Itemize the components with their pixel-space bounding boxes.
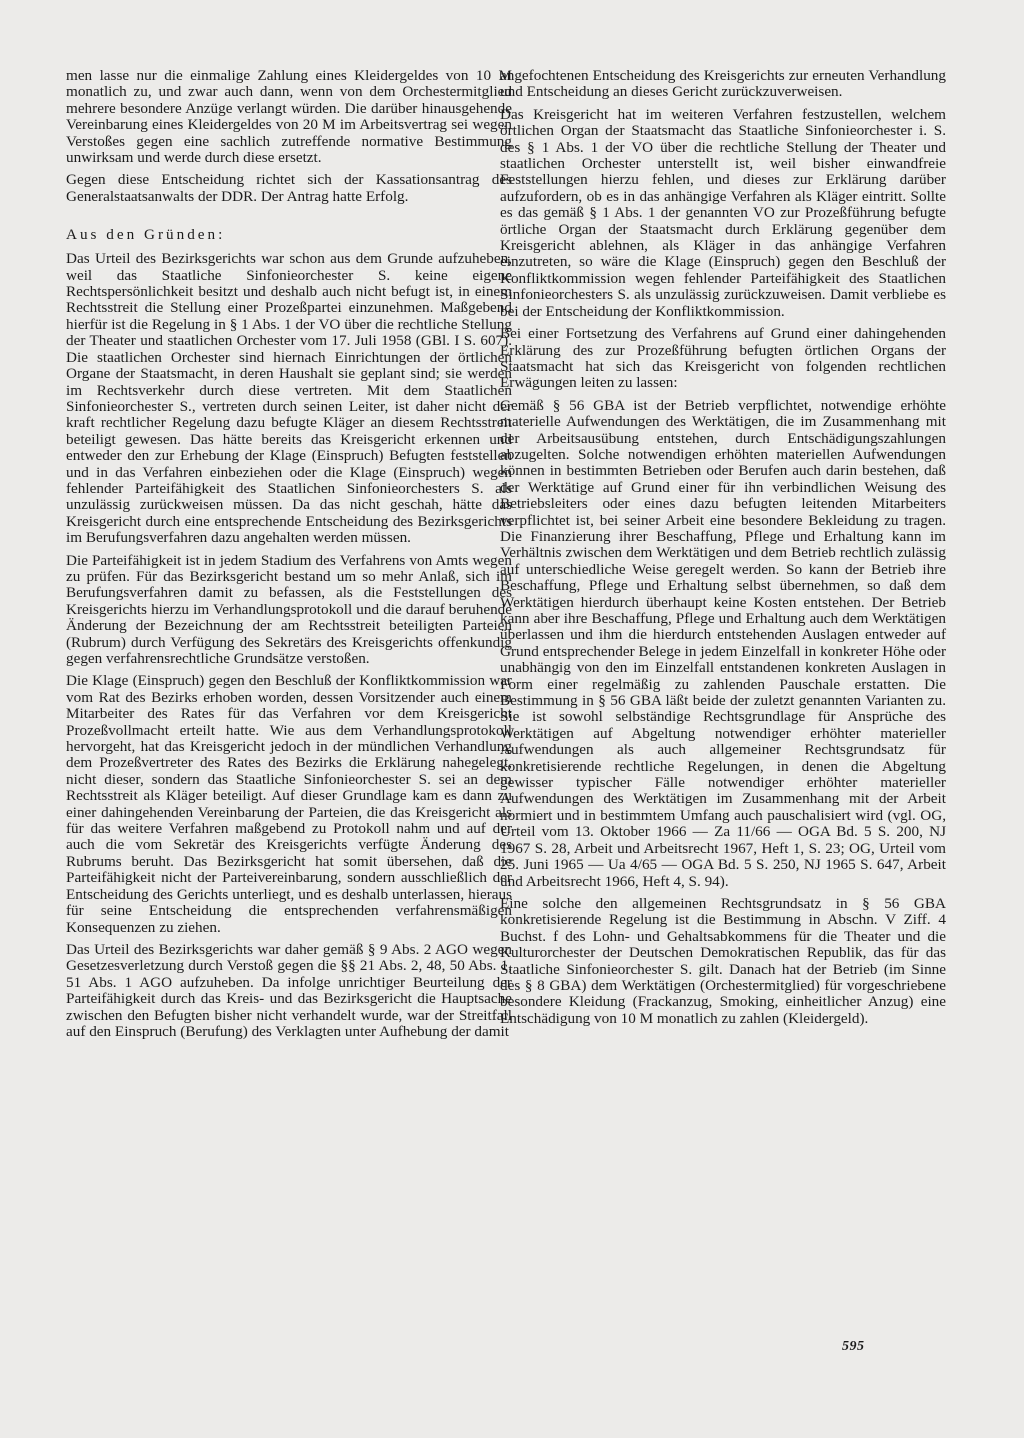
left-column — [66, 68, 512, 1046]
paragraph: Die Klage (Einspruch) gegen den Beschluß der Konfliktkommission war vom Rat des Bezirks erhoben worden, dessen Vorsitzender auch einem Mitarbeiter des Rates für das Verfahren vor dem Kreisgericht Prozeßvollmacht erteilt hatte. Wie aus dem Verhandlungsprotokoll hervorgeht, hat das Kreisgericht jedoch in der mündlichen Verhandlung dem Prozeßvertreter des Rates des Bezirks die Erklärung nahegelegt, nicht dieser, sondern das Staatliche Sinfonieorchester S. sei an dem Rechtsstreit als Kläger beteiligt. Auf dieser Grundlage kam es dann zu einer dahingehenden Vereinbarung der Parteien, die das Kreisgericht als für das weitere Verfahren maßgebend zu Protokoll nahm und auf der auch die vom Sekretär des Kreisgerichts verfügte Änderung des Rubrums beruht. Das Bezirksgericht hat somit übersehen, daß die Parteifähigkeit nicht der Parteivereinbarung, sondern ausschließlich der Entscheidung des Gerichts unterliegt, und es deshalb unterlassen, hieraus für seine Entscheidung die entsprechenden verfahrensmäßigen Konsequenzen zu ziehen. — [66, 672, 512, 936]
section-heading: Aus den Gründen: — [66, 226, 226, 244]
paragraph: Das Urteil des Bezirksgerichts war schon aus dem Grunde aufzuheben, weil das Staatliche Sinfonieorchester S. keine eigene Rechtspersönlichkeit besitzt und deshalb auch nicht befugt ist, in einem Rechtsstreit die Stellung einer Prozeßpartei einzunehmen. Maßgebend hierfür ist die Regelung in § 1 Abs. 1 der VO über die rechtliche Stellung der Theater und staatlichen Orchester vom 17. Juli 1958 (GBl. I S. 607). Die staatlichen Orchester sind hiernach Einrichtungen der örtlichen Organe der Staatsmacht, in deren Haushalt sie geplant sind; sie werden im Rechtsverkehr durch diese vertreten. Mit dem Staatlichen Sinfonieorchester S., vertreten durch seinen Leiter, ist daher nicht der kraft rechtlicher Regelung dazu befugte Kläger an diesem Rechtsstreit beteiligt gewesen. Das hätte bereits das Kreisgericht erkennen und entweder den zur Erhebung der Klage (Einspruch) Befugten feststellen und in das Verfahren einbeziehen oder die Klage (Einspruch) wegen fehlender Parteifähigkeit des Staatlichen Sinfonieorchesters S. als unzulässig zurückweisen müssen. Da das nicht geschah, hätte das Kreisgericht durch eine entsprechende Entscheidung des Bezirksgerichts im Berufungsverfahren dazu angehalten werden müssen. — [66, 250, 512, 547]
paragraph: Gegen diese Entscheidung richtet sich der Kassationsantrag des Generalstaatsanwalts der DDR. Der Antrag hatte Erfolg. — [66, 171, 512, 205]
paragraph: Bei einer Fortsetzung des Verfahrens auf Grund einer dahingehenden Erklärung des zur Prozeßführung befugten örtlichen Organs der Staatsmacht hat sich das Kreisgericht von folgenden rechtlichen Erwägungen leiten zu lassen: — [500, 325, 946, 392]
paragraph: Gemäß § 56 GBA ist der Betrieb verpflichtet, notwendige erhöhte materielle Aufwendungen des Werktätigen, die im Zusammenhang mit der Arbeitsausübung entstehen, durch Entschädigungszahlungen abzugelten. Solche notwendigen erhöhten materiellen Aufwendungen können in bestimmten Betrieben oder Berufen auch darin bestehen, daß der Werktätige auf Grund einer für ihn verbindlichen Weisung des Betriebsleiters oder eines dazu befugten leitenden Mitarbeiters verpflichtet ist, bei seiner Arbeit eine besondere Bekleidung zu tragen. Die Finanzierung ihrer Beschaffung, Pflege und Erhaltung kann im Verhältnis zwischen dem Werktätigen und dem Betrieb rechtlich zulässig auf unterschiedliche Weise geregelt werden. So kann der Betrieb ihre Beschaffung, Pflege und Erhaltung selbst übernehmen, so daß dem Werktätigen hierdurch überhaupt keine Kosten entstehen. Der Betrieb kann aber ihre Beschaffung, Pflege und Erhaltung auch dem Werktätigen überlassen und ihm die hierdurch entstehenden Auslagen entweder auf Grund entsprechender Belege in jedem Einzelfall in konkreter Höhe oder unabhängig von den im Einzelfall entstandenen konkreten Auslagen in Form einer regelmäßig zu zahlenden Pauschale erstatten. Die Bestimmung in § 56 GBA läßt beide der zuletzt genannten Varianten zu. Sie ist sowohl selbständige Rechtsgrundlage für Ansprüche des Werktätigen auf Abgeltung notwendiger erhöhter materieller Aufwendungen als auch allgemeiner Rechtsgrundsatz für konkretisierende rechtliche Regelungen, in denen die Abgeltung gewisser typischer Fälle notwendiger erhöhter materieller Aufwendungen des Werktätigen im Zusammenhang mit der Arbeit normiert und in bestimmtem Umfang auch pauschalisiert wird (vgl. OG, Urteil vom 13. Oktober 1966 — Za 11/66 — OGA Bd. 5 S. 200, NJ 1967 S. 28, Arbeit und Arbeitsrecht 1967, Heft 1, S. 23; OG, Urteil vom 25. Juni 1965 — Ua 4/65 — OGA Bd. 5 S. 250, NJ 1965 S. 647, Arbeit und Arbeitsrecht 1966, Heft 4, S. 94). — [500, 396, 946, 890]
page-number: 595 — [842, 1339, 865, 1354]
right-column — [500, 68, 946, 1033]
paragraph: Das Kreisgericht hat im weiteren Verfahren festzustellen, welchem örtlichen Organ der Staatsmacht das Staatliche Sinfonieorchester i. S. des § 1 Abs. 1 der VO über die rechtliche Stellung der Theater und staatlichen Orchester unterstellt ist, weil bisher einwandfreie Feststellungen hierzu fehlen, und dieses zur Erklärung darüber aufzufordern, ob es in das anhängige Verfahren als Kläger eintritt. Sollte es das gemäß § 1 Abs. 1 der genannten VO zur Prozeßführung befugte örtliche Organ der Staatsmacht durch Erklärung gegenüber dem Kreisgericht ablehnen, als Kläger in das anhängige Verfahren einzutreten, so wäre die Klage (Einspruch) gegen den Beschluß der Konfliktkommission wegen fehlender Parteifähigkeit des Staatlichen Sinfonieorchesters S. als unzulässig zurückzuweisen. Damit verbliebe es bei der Entscheidung der Konfliktkommission. — [500, 105, 946, 320]
paragraph: angefochtenen Entscheidung des Kreisgerichts zur erneuten Verhandlung und Entscheidung an dieses Gericht zurückzuverweisen. — [500, 67, 946, 101]
paragraph: Eine solche den allgemeinen Rechtsgrundsatz in § 56 GBA konkretisierende Regelung ist die Bestimmung in Abschn. V Ziff. 4 Buchst. f des Lohn- und Gehaltsabkommens für die Theater und die Kulturorchester der Deutschen Demokratischen Republik, das für das Staatliche Sinfonieorchester S. gilt. Danach hat der Betrieb (im Sinne des § 8 GBA) dem Werktätigen (Orchestermitglied) für vorgeschriebene besondere Kleidung (Frackanzug, Smoking, einheitlicher Anzug) eine Entschädigung von 10 M monatlich zu zahlen (Kleidergeld). — [500, 894, 946, 1027]
paragraph: Die Parteifähigkeit ist in jedem Stadium des Verfahrens von Amts wegen zu prüfen. Für das Bezirksgericht bestand um so mehr Anlaß, sich im Berufungsverfahren damit zu befassen, als die Feststellungen des Kreisgerichts hierzu im Verhandlungsprotokoll und die darauf beruhende Änderung der Bezeichnung der am Rechtsstreit beteiligten Parteien (Rubrum) durch Verfügung des Sekretärs des Kreisgerichts offenkundig gegen verfahrensrechtliche Grundsätze verstoßen. — [66, 551, 512, 667]
paragraph: Das Urteil des Bezirksgerichts war daher gemäß § 9 Abs. 2 AGO wegen Gesetzesverletzung durch Verstoß gegen die §§ 21 Abs. 2, 48, 50 Abs. 1, 51 Abs. 1 AGO aufzuheben. Da infolge unrichtiger Beurteilung der Parteifähigkeit durch das Kreis- und das Bezirksgericht die Hauptsache zwischen den Befugten bisher nicht verhandelt wurde, war der Streitfall auf den Einspruch (Berufung) des Verklagten unter Aufhebung der damit — [66, 940, 512, 1040]
paragraph: men lasse nur die einmalige Zahlung eines Kleidergeldes von 10 M monatlich zu, und zwar auch dann, wenn von dem Orchestermitglied mehrere besondere Anzüge verlangt würden. Die darüber hinausgehende Vereinbarung eines Kleidergeldes von 20 M im Arbeitsvertrag sei wegen Verstoßes gegen eine sachlich zutreffende normative Bestimmung unwirksam und werde durch diese ersetzt. — [66, 67, 512, 167]
